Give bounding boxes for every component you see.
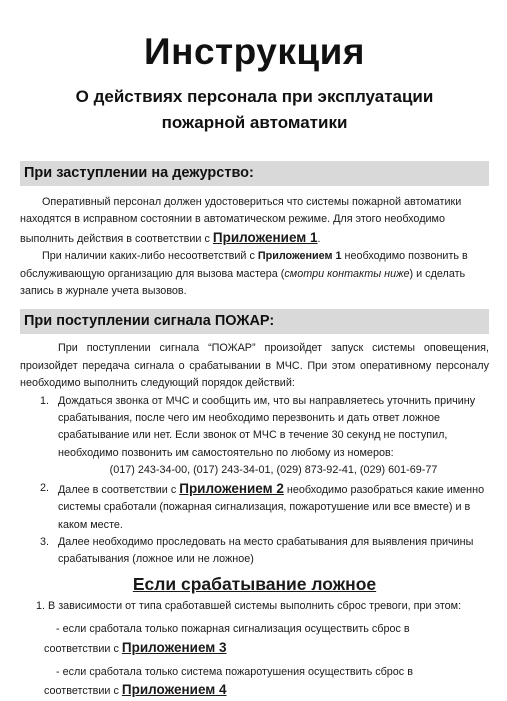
dash-2-line-b: соответствии с xyxy=(44,685,122,698)
contacts-note: смотри контакты ниже xyxy=(284,267,410,280)
appendix-2-ref: Приложением 2 xyxy=(179,480,284,496)
section-heading-duty: При заступлении на дежурство: xyxy=(20,161,489,186)
dash-1-line-a: - если сработала только пожарная сигнализация осуществить сброс в xyxy=(56,623,410,636)
step-number: 2. xyxy=(40,481,50,494)
step-3-text: Далее необходимо проследовать на место срабатывания для выявления причины срабатывания (ложное или не ложное) xyxy=(58,535,474,566)
section-heading-fire: При поступлении сигнала ПОЖАР: xyxy=(20,309,489,334)
page-subtitle xyxy=(20,84,489,136)
list-item xyxy=(20,534,489,569)
step-2-text-b: необходимо разобраться какие именно системы сработали (пожарная сигнализация, пожаротушение или все вместе) и в каком месте. xyxy=(58,483,485,531)
step-number: 1. xyxy=(40,394,50,407)
duty-p2-c: ) и сделать запись в журнале учета вызовов. xyxy=(20,267,466,298)
appendix-3-ref: Приложением 3 xyxy=(121,639,227,655)
step-number: 3. xyxy=(40,535,50,548)
emergency-phones: (017) 243-34-00, (017) 243-34-01, (029) 873-92-41, (029) 601-69-77 xyxy=(109,464,438,477)
duty-p1-end: . xyxy=(317,232,321,245)
fire-intro: При поступлении сигнала “ПОЖАР” произойдет запуск системы оповещения, произойдет передача сигнала о срабатывании в МЧС. При этом оперативному персоналу необходимо выполнить следующий порядок действий: xyxy=(20,342,489,390)
subtitle-line-2: пожарной автоматики xyxy=(161,113,348,132)
fire-steps-list xyxy=(20,393,489,569)
step-2-text-a: Далее в соответствии с xyxy=(58,483,180,496)
false-alarm-dash-1 xyxy=(20,621,489,658)
duty-section xyxy=(20,194,489,300)
false-alarm-section xyxy=(20,598,489,701)
duty-p2-a: При наличии каких-либо несоответствий с xyxy=(42,250,258,263)
appendix-1-ref-2: Приложением 1 xyxy=(257,250,342,263)
duty-p2-b: необходимо позвонить в обслуживающую организацию для вызова мастера ( xyxy=(20,250,468,280)
appendix-1-ref: Приложением 1 xyxy=(212,229,318,245)
fire-section xyxy=(20,340,489,568)
false-alarm-item-1: 1. В зависимости от типа сработавшей системы выполнить сброс тревоги, при этом: xyxy=(36,599,462,612)
duty-paragraph-2 xyxy=(20,248,489,300)
false-alarm-heading: Если срабатывание ложное xyxy=(132,573,377,594)
appendix-4-ref: Приложением 4 xyxy=(121,682,227,698)
false-alarm-dash-2 xyxy=(20,664,489,701)
dash-2-line-a: - если сработала только система пожаротушения осуществить сброс в xyxy=(56,665,413,678)
duty-paragraph-1 xyxy=(20,194,489,248)
list-item xyxy=(20,480,489,534)
dash-1-line-b: соответствии с xyxy=(44,642,122,655)
subtitle-line-1: О действиях персонала при эксплуатации xyxy=(75,87,434,106)
page-title: Инструкция xyxy=(144,31,365,72)
duty-p1-text: Оперативный персонал должен удостовериться что системы пожарной автоматики находятся в исправном состоянии в автоматическом режиме. Для этого необходимо выполнить действия в соответствии с xyxy=(20,196,462,245)
list-item xyxy=(20,393,489,480)
step-1-text: Дождаться звонка от МЧС и сообщить им, что вы направляетесь уточнить причину срабатывания, после чего им необходимо перезвонить и дать ответ ложное срабатывание или нет. Если звонок от МЧС в течение 30 секунд не поступил, необходимо позвонить им самостоятельно по любому из номеров: xyxy=(58,394,476,459)
